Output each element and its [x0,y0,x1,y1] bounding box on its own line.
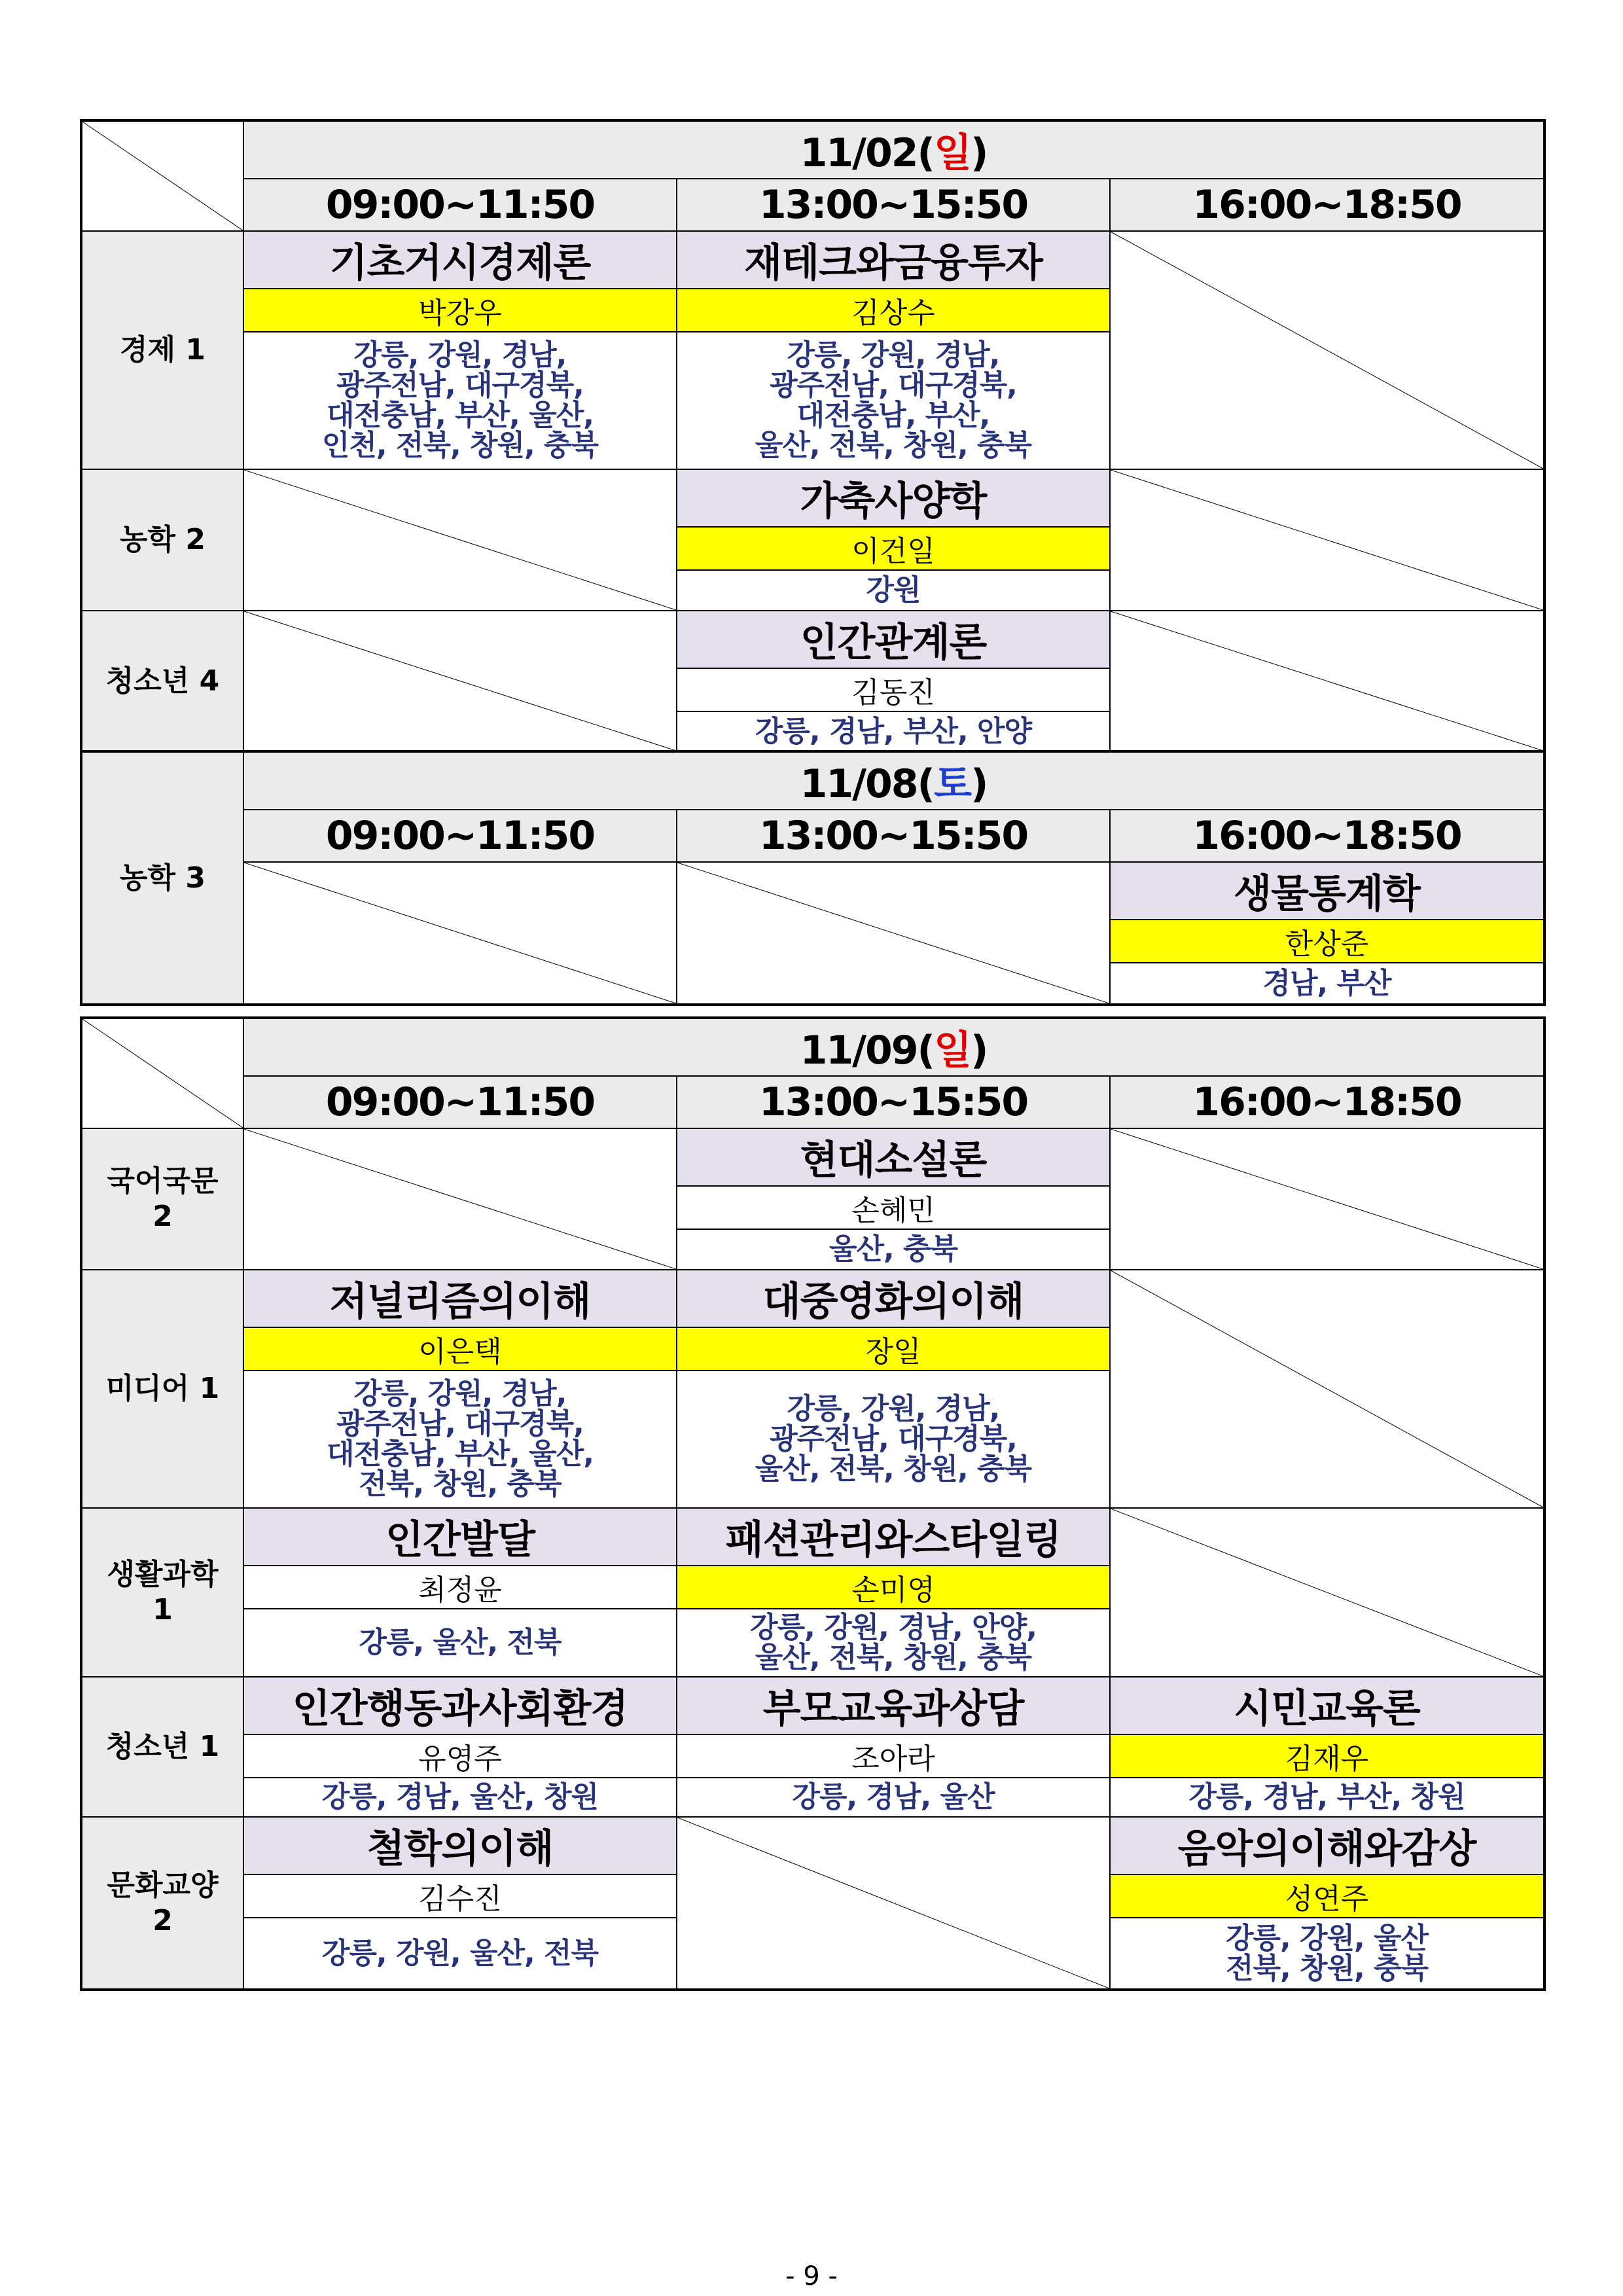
subject-name: 인간행동과사회환경 [243,1677,677,1734]
time-slot-2: 13:00~15:50 [677,179,1110,231]
region-list: 울산, 충북 [677,1229,1110,1270]
professor-name: 최정윤 [243,1566,677,1609]
region-list: 강릉, 경남, 울산 [677,1778,1110,1817]
subject-name: 현대소설론 [677,1128,1110,1186]
subject-name: 기초거시경제론 [243,231,677,289]
time-slot-1: 09:00~11:50 [243,179,677,231]
empty-slot [243,1128,677,1270]
empty-slot [1110,1270,1544,1508]
professor-name: 김동진 [677,668,1110,711]
subject-name: 시민교육론 [1110,1677,1544,1734]
professor-name: 성연주 [1110,1874,1544,1918]
professor-name: 손미영 [677,1566,1110,1609]
date-header: 11/02(일) [243,120,1544,179]
date-header: 11/08(토) [243,751,1544,810]
professor-name: 손혜민 [677,1186,1110,1229]
group-label: 청소년 4 [81,611,243,752]
empty-slot [1110,231,1544,469]
day-sunday: 일 [933,130,971,176]
empty-slot [677,862,1110,1005]
subject-name: 생물통계학 [1110,862,1544,920]
day-sunday: 일 [933,1028,971,1073]
region-list: 강릉, 강원, 경남, 광주전남, 대구경북, 대전충남, 부산, 울산, 인천, 전북, 창원, 충북 [243,332,677,469]
subject-name: 철학의이해 [243,1817,677,1874]
professor-name: 장일 [677,1327,1110,1371]
subject-name: 저널리즘의이해 [243,1270,677,1327]
subject-name: 가축사양학 [677,469,1110,527]
time-slot-3: 16:00~18:50 [1110,179,1544,231]
region-list: 강릉, 울산, 전북 [243,1609,677,1677]
empty-slot [1110,611,1544,752]
region-list: 강릉, 경남, 울산, 창원 [243,1778,677,1817]
professor-name: 이은택 [243,1327,677,1371]
professor-name: 조아라 [677,1734,1110,1778]
region-list: 강릉, 강원, 경남, 광주전남, 대구경북, 대전충남, 부산, 울산, 전북, 창원, 충북 [677,332,1110,469]
empty-slot [1110,1508,1544,1677]
empty-slot [243,862,677,1005]
page-number: - 9 - [785,2261,838,2291]
region-list: 강릉, 강원, 경남, 안양, 울산, 전북, 창원, 충북 [677,1609,1110,1677]
professor-name: 김수진 [243,1874,677,1918]
corner-cell [81,1018,243,1128]
corner-cell [81,120,243,231]
professor-name: 유영주 [243,1734,677,1778]
professor-name: 박강우 [243,289,677,332]
region-list: 강원 [677,570,1110,611]
group-label: 청소년 1 [81,1677,243,1817]
group-label: 농학 2 [81,469,243,611]
date-header: 11/09(일) [243,1018,1544,1076]
professor-name: 한상준 [1110,920,1544,963]
empty-slot [243,611,677,752]
time-slot-2: 13:00~15:50 [677,1076,1110,1128]
region-list: 강릉, 강원, 경남, 광주전남, 대구경북, 대전충남, 부산, 울산, 전북, 창원, 충북 [243,1371,677,1508]
subject-name: 대중영화의이해 [677,1270,1110,1327]
empty-slot [1110,469,1544,611]
group-label: 생활과학 1 [81,1508,243,1677]
region-list: 강릉, 강원, 울산 전북, 창원, 충북 [1110,1918,1544,1990]
time-slot-2: 13:00~15:50 [677,810,1110,862]
region-list: 강릉, 경남, 부산, 창원 [1110,1778,1544,1817]
subject-name: 패션관리와스타일링 [677,1508,1110,1566]
subject-name: 인간발달 [243,1508,677,1566]
professor-name: 이건일 [677,527,1110,570]
schedule-table-1102 [80,119,1546,753]
group-label: 경제 1 [81,231,243,469]
subject-name: 부모교육과상담 [677,1677,1110,1734]
subject-name: 재테크와금융투자 [677,231,1110,289]
schedule-table-1108 [80,750,1546,1006]
empty-slot [1110,1128,1544,1270]
schedule-table-1109 [80,1016,1546,1991]
group-label: 농학 3 [81,751,243,1005]
day-saturday: 토 [933,761,971,807]
group-label: 문화교양 2 [81,1817,243,1990]
time-slot-3: 16:00~18:50 [1110,810,1544,862]
region-list: 강릉, 강원, 울산, 전북 [243,1918,677,1990]
time-slot-1: 09:00~11:50 [243,1076,677,1128]
group-label: 미디어 1 [81,1270,243,1508]
region-list: 강릉, 경남, 부산, 안양 [677,711,1110,752]
subject-name: 인간관계론 [677,611,1110,668]
time-slot-1: 09:00~11:50 [243,810,677,862]
empty-slot [243,469,677,611]
region-list: 경남, 부산 [1110,963,1544,1005]
time-slot-3: 16:00~18:50 [1110,1076,1544,1128]
professor-name: 김상수 [677,289,1110,332]
subject-name: 음악의이해와감상 [1110,1817,1544,1874]
region-list: 강릉, 강원, 경남, 광주전남, 대구경북, 울산, 전북, 창원, 충북 [677,1371,1110,1508]
empty-slot [677,1817,1110,1990]
professor-name: 김재우 [1110,1734,1544,1778]
group-label: 국어국문 2 [81,1128,243,1270]
